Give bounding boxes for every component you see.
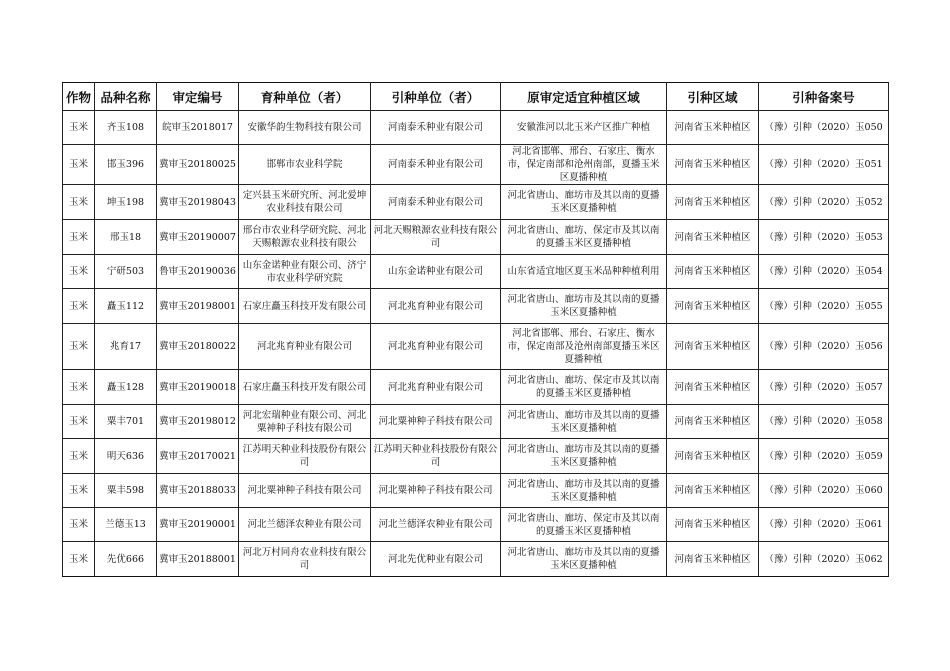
original-region-cell: 河北省唐山、廊坊、保定市及其以南的夏播玉米区夏播种植 <box>501 508 667 542</box>
filing-number-cell: （豫）引种（2020）玉051 <box>759 145 889 185</box>
breeder-cell: 石家庄矗玉科技开发有限公司 <box>239 370 371 405</box>
header-original-region: 原审定适宜种植区域 <box>501 83 667 111</box>
table-row <box>63 542 889 577</box>
header-breeder: 育种单位（者） <box>239 83 371 111</box>
breeder-cell: 山东金诺种业有限公司、济宁市农业科学研究院 <box>239 255 371 289</box>
introduction-region-cell: 河南省玉米种植区 <box>667 324 759 370</box>
filing-number-cell: （豫）引种（2020）玉050 <box>759 111 889 145</box>
table-row <box>63 289 889 324</box>
crop-cell: 玉米 <box>63 111 95 145</box>
crop-cell: 玉米 <box>63 405 95 439</box>
header-approval-number: 审定编号 <box>157 83 239 111</box>
introduction-region-cell: 河南省玉米种植区 <box>667 439 759 474</box>
crop-cell: 玉米 <box>63 289 95 324</box>
variety-name-cell: 先优666 <box>95 542 157 577</box>
filing-number-cell: （豫）引种（2020）玉052 <box>759 185 889 220</box>
variety-name-cell: 兆育17 <box>95 324 157 370</box>
filing-number-cell: （豫）引种（2020）玉057 <box>759 370 889 405</box>
introduction-region-cell: 河南省玉米种植区 <box>667 474 759 508</box>
original-region-cell: 河北省唐山、廊坊市及其以南的夏播玉米区夏播种植 <box>501 474 667 508</box>
crop-cell: 玉米 <box>63 220 95 255</box>
introducer-cell: 河北先优种业有限公司 <box>371 542 501 577</box>
introducer-cell: 山东金诺种业有限公司 <box>371 255 501 289</box>
original-region-cell: 河北省唐山、廊坊、保定市及其以南的夏播玉米区夏播种植 <box>501 370 667 405</box>
breeder-cell: 河北兰德泽农种业有限公司 <box>239 508 371 542</box>
approval-number-cell: 冀审玉20198043 <box>157 185 239 220</box>
crop-cell: 玉米 <box>63 474 95 508</box>
introduction-region-cell: 河南省玉米种植区 <box>667 542 759 577</box>
variety-name-cell: 明天636 <box>95 439 157 474</box>
breeder-cell: 河北万村同舟农业科技有限公司 <box>239 542 371 577</box>
breeder-cell: 邯郸市农业科学院 <box>239 145 371 185</box>
filing-number-cell: （豫）引种（2020）玉060 <box>759 474 889 508</box>
introduction-region-cell: 河南省玉米种植区 <box>667 185 759 220</box>
introducer-cell: 河北粟神种子科技有限公司 <box>371 474 501 508</box>
approval-number-cell: 鲁审玉20190036 <box>157 255 239 289</box>
original-region-cell: 河北省唐山、廊坊市及其以南的夏播玉米区夏播种植 <box>501 542 667 577</box>
approval-number-cell: 冀审玉20198012 <box>157 405 239 439</box>
introduction-region-cell: 河南省玉米种植区 <box>667 370 759 405</box>
filing-number-cell: （豫）引种（2020）玉062 <box>759 542 889 577</box>
variety-name-cell: 邢玉18 <box>95 220 157 255</box>
approval-number-cell: 冀审玉20190007 <box>157 220 239 255</box>
table-row <box>63 508 889 542</box>
approval-number-cell: 冀审玉20180025 <box>157 145 239 185</box>
introduction-region-cell: 河南省玉米种植区 <box>667 111 759 145</box>
crop-cell: 玉米 <box>63 324 95 370</box>
variety-name-cell: 粟丰701 <box>95 405 157 439</box>
original-region-cell: 安徽淮河以北玉米产区推广种植 <box>501 111 667 145</box>
introduction-region-cell: 河南省玉米种植区 <box>667 405 759 439</box>
table-row <box>63 220 889 255</box>
crop-cell: 玉米 <box>63 255 95 289</box>
approval-number-cell: 冀审玉20190001 <box>157 508 239 542</box>
table-row <box>63 370 889 405</box>
introduction-region-cell: 河南省玉米种植区 <box>667 289 759 324</box>
introducer-cell: 河北粟神种子科技有限公司 <box>371 405 501 439</box>
table-row <box>63 111 889 145</box>
introduction-region-cell: 河南省玉米种植区 <box>667 145 759 185</box>
header-introduction-region: 引种区域 <box>667 83 759 111</box>
breeder-cell: 河北宏瑞种业有限公司、河北粟神种子科技有限公司 <box>239 405 371 439</box>
header-variety-name: 品种名称 <box>95 83 157 111</box>
filing-number-cell: （豫）引种（2020）玉053 <box>759 220 889 255</box>
introducer-cell: 河南泰禾种业有限公司 <box>371 145 501 185</box>
crop-cell: 玉米 <box>63 370 95 405</box>
original-region-cell: 河北省唐山、廊坊市及其以南的夏播玉米区夏播种植 <box>501 185 667 220</box>
header-filing-number: 引种备案号 <box>759 83 889 111</box>
breeder-cell: 定兴县玉米研究所、河北爱坤农业科技有限公司 <box>239 185 371 220</box>
introducer-cell: 河北兆育种业有限公司 <box>371 289 501 324</box>
crop-cell: 玉米 <box>63 542 95 577</box>
introducer-cell: 河北天赐粮源农业科技有限公司 <box>371 220 501 255</box>
original-region-cell: 河北省唐山、廊坊、保定市及其以南的夏播玉米区夏播种植 <box>501 220 667 255</box>
filing-number-cell: （豫）引种（2020）玉058 <box>759 405 889 439</box>
variety-name-cell: 兰德玉13 <box>95 508 157 542</box>
introduction-region-cell: 河南省玉米种植区 <box>667 255 759 289</box>
original-region-cell: 河北省邯郸、邢台、石家庄、衡水市，保定南部和沧州南部，夏播玉米区夏播种植 <box>501 145 667 185</box>
variety-name-cell: 宁研503 <box>95 255 157 289</box>
table-row <box>63 324 889 370</box>
variety-name-cell: 矗玉128 <box>95 370 157 405</box>
approval-number-cell: 冀审玉20188033 <box>157 474 239 508</box>
breeder-cell: 江苏明天种业科技股份有限公司 <box>239 439 371 474</box>
crop-cell: 玉米 <box>63 145 95 185</box>
approval-number-cell: 冀审玉20180022 <box>157 324 239 370</box>
crop-cell: 玉米 <box>63 508 95 542</box>
introducer-cell: 江苏明天种业科技股份有限公司 <box>371 439 501 474</box>
crop-cell: 玉米 <box>63 185 95 220</box>
approval-number-cell: 冀审玉20188001 <box>157 542 239 577</box>
crop-cell: 玉米 <box>63 439 95 474</box>
introducer-cell: 河北兰德泽农种业有限公司 <box>371 508 501 542</box>
breeder-cell: 邢台市农业科学研究院、河北天赐粮源农业科技有限公 <box>239 220 371 255</box>
table-body <box>63 111 889 577</box>
table-row <box>63 474 889 508</box>
variety-name-cell: 粟丰598 <box>95 474 157 508</box>
header-row <box>63 83 889 111</box>
original-region-cell: 河北省唐山、廊坊市及其以南的夏播玉米区夏播种植 <box>501 289 667 324</box>
table-row <box>63 405 889 439</box>
table-row <box>63 185 889 220</box>
variety-introduction-table <box>62 82 889 577</box>
header-crop: 作物 <box>63 83 95 111</box>
filing-number-cell: （豫）引种（2020）玉055 <box>759 289 889 324</box>
approval-number-cell: 皖审玉2018017 <box>157 111 239 145</box>
original-region-cell: 山东省适宜地区夏玉米品种种植利用 <box>501 255 667 289</box>
filing-number-cell: （豫）引种（2020）玉059 <box>759 439 889 474</box>
original-region-cell: 河北省唐山、廊坊市及其以南的夏播玉米区夏播种植 <box>501 405 667 439</box>
breeder-cell: 安徽华韵生物科技有限公司 <box>239 111 371 145</box>
introduction-region-cell: 河南省玉米种植区 <box>667 508 759 542</box>
original-region-cell: 河北省邯郸、邢台、石家庄、衡水市，保定南部及沧州南部夏播玉米区夏播种植 <box>501 324 667 370</box>
introducer-cell: 河南泰禾种业有限公司 <box>371 111 501 145</box>
breeder-cell: 石家庄矗玉科技开发有限公司 <box>239 289 371 324</box>
variety-name-cell: 坤玉198 <box>95 185 157 220</box>
filing-number-cell: （豫）引种（2020）玉054 <box>759 255 889 289</box>
table-row <box>63 439 889 474</box>
breeder-cell: 河北粟神种子科技有限公司 <box>239 474 371 508</box>
variety-name-cell: 齐玉108 <box>95 111 157 145</box>
approval-number-cell: 冀审玉20190018 <box>157 370 239 405</box>
original-region-cell: 河北省唐山、廊坊市及其以南的夏播玉米区夏播种植 <box>501 439 667 474</box>
introduction-region-cell: 河南省玉米种植区 <box>667 220 759 255</box>
table-row <box>63 255 889 289</box>
introducer-cell: 河南泰禾种业有限公司 <box>371 185 501 220</box>
variety-name-cell: 矗玉112 <box>95 289 157 324</box>
table-row <box>63 145 889 185</box>
header-introducer: 引种单位（者） <box>371 83 501 111</box>
introducer-cell: 河北兆育种业有限公司 <box>371 370 501 405</box>
introducer-cell: 河北兆育种业有限公司 <box>371 324 501 370</box>
approval-number-cell: 冀审玉20198001 <box>157 289 239 324</box>
approval-number-cell: 冀审玉20170021 <box>157 439 239 474</box>
filing-number-cell: （豫）引种（2020）玉056 <box>759 324 889 370</box>
filing-number-cell: （豫）引种（2020）玉061 <box>759 508 889 542</box>
breeder-cell: 河北兆育种业有限公司 <box>239 324 371 370</box>
variety-name-cell: 邯玉396 <box>95 145 157 185</box>
